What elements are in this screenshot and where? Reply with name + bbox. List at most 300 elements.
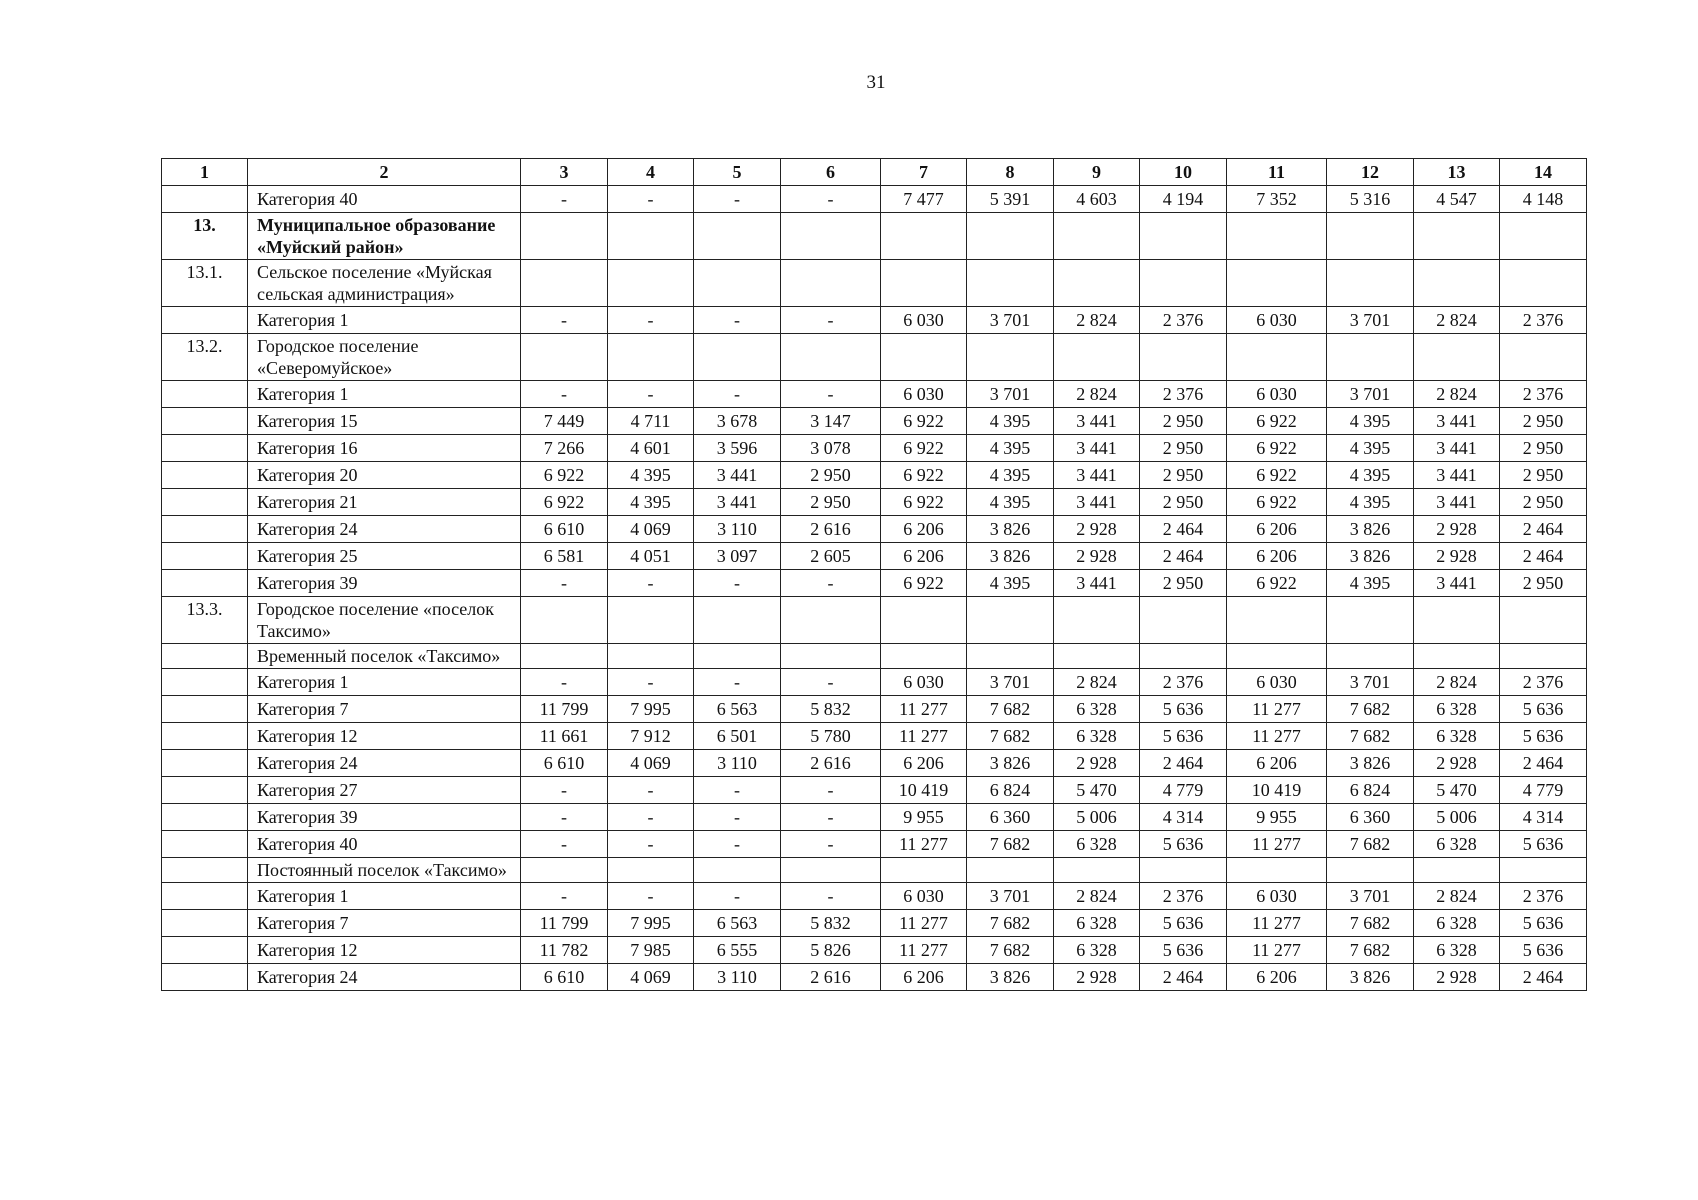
- category-name-cell: Категория 24: [248, 750, 521, 777]
- section-row: [162, 213, 1587, 260]
- value-cell: 6 922: [521, 489, 608, 516]
- value-cell: -: [781, 777, 881, 804]
- value-cell: 2 464: [1140, 516, 1227, 543]
- section-title-cell: Временный поселок «Таксимо»: [248, 644, 521, 669]
- value-cell: 6 206: [1227, 543, 1327, 570]
- value-cell: 2 928: [1414, 750, 1500, 777]
- value-cell: [1054, 858, 1140, 883]
- value-cell: 6 563: [694, 696, 781, 723]
- value-cell: 6 030: [881, 381, 967, 408]
- value-cell: 6 581: [521, 543, 608, 570]
- value-cell: 3 441: [1414, 435, 1500, 462]
- table-row: [162, 696, 1587, 723]
- value-cell: 6 922: [1227, 462, 1327, 489]
- value-cell: 2 464: [1500, 750, 1587, 777]
- value-cell: [1414, 597, 1500, 644]
- row-number-cell: [162, 408, 248, 435]
- value-cell: [967, 260, 1054, 307]
- value-cell: [967, 597, 1054, 644]
- value-cell: 5 006: [1414, 804, 1500, 831]
- value-cell: 6 610: [521, 750, 608, 777]
- value-cell: 6 922: [521, 462, 608, 489]
- value-cell: 4 711: [608, 408, 694, 435]
- value-cell: 3 441: [694, 462, 781, 489]
- category-name-cell: Категория 21: [248, 489, 521, 516]
- value-cell: 2 824: [1414, 883, 1500, 910]
- category-name-cell: Категория 12: [248, 723, 521, 750]
- value-cell: 2 950: [1500, 408, 1587, 435]
- value-cell: 2 950: [1500, 570, 1587, 597]
- value-cell: 3 701: [967, 381, 1054, 408]
- row-number-cell: [162, 777, 248, 804]
- header-cell: 10: [1140, 159, 1227, 186]
- value-cell: 4 395: [608, 489, 694, 516]
- row-number-cell: [162, 964, 248, 991]
- value-cell: 3 701: [1327, 307, 1414, 334]
- row-number-cell: 13.1.: [162, 260, 248, 307]
- table-row: [162, 831, 1587, 858]
- value-cell: -: [781, 307, 881, 334]
- page-number: 31: [866, 72, 886, 93]
- value-cell: [781, 644, 881, 669]
- value-cell: -: [608, 381, 694, 408]
- value-cell: -: [608, 883, 694, 910]
- row-number-cell: 13.2.: [162, 334, 248, 381]
- category-name-cell: Категория 25: [248, 543, 521, 570]
- value-cell: 6 610: [521, 516, 608, 543]
- value-cell: 6 206: [881, 750, 967, 777]
- value-cell: 6 328: [1414, 696, 1500, 723]
- value-cell: 4 395: [1327, 462, 1414, 489]
- value-cell: [1140, 260, 1227, 307]
- row-number-cell: [162, 462, 248, 489]
- value-cell: [1414, 260, 1500, 307]
- value-cell: 7 682: [967, 723, 1054, 750]
- value-cell: 4 395: [967, 435, 1054, 462]
- value-cell: 5 636: [1140, 937, 1227, 964]
- value-cell: [1227, 644, 1327, 669]
- header-cell: 4: [608, 159, 694, 186]
- value-cell: -: [521, 831, 608, 858]
- value-cell: [1140, 644, 1227, 669]
- value-cell: [1327, 213, 1414, 260]
- value-cell: [694, 260, 781, 307]
- value-cell: [694, 213, 781, 260]
- value-cell: 11 277: [881, 723, 967, 750]
- value-cell: 6 922: [881, 570, 967, 597]
- value-cell: 6 328: [1054, 910, 1140, 937]
- value-cell: 7 682: [967, 910, 1054, 937]
- value-cell: -: [781, 570, 881, 597]
- value-cell: 4 314: [1500, 804, 1587, 831]
- value-cell: 6 922: [1227, 489, 1327, 516]
- table-row: [162, 462, 1587, 489]
- value-cell: -: [521, 307, 608, 334]
- value-cell: 7 682: [967, 831, 1054, 858]
- value-cell: 2 376: [1140, 883, 1227, 910]
- category-name-cell: Категория 24: [248, 516, 521, 543]
- value-cell: 4 603: [1054, 186, 1140, 213]
- value-cell: -: [521, 883, 608, 910]
- value-cell: 5 636: [1500, 723, 1587, 750]
- value-cell: 2 824: [1414, 307, 1500, 334]
- value-cell: 3 678: [694, 408, 781, 435]
- value-cell: 7 682: [1327, 831, 1414, 858]
- value-cell: [967, 858, 1054, 883]
- header-cell: 12: [1327, 159, 1414, 186]
- value-cell: 4 395: [1327, 435, 1414, 462]
- table-body: [162, 159, 1587, 991]
- value-cell: 6 824: [967, 777, 1054, 804]
- section-row: [162, 597, 1587, 644]
- value-cell: 2 950: [1140, 570, 1227, 597]
- value-cell: 2 464: [1500, 543, 1587, 570]
- row-number-cell: [162, 831, 248, 858]
- row-number-cell: [162, 570, 248, 597]
- value-cell: [1327, 260, 1414, 307]
- category-name-cell: Категория 27: [248, 777, 521, 804]
- value-cell: 7 682: [967, 937, 1054, 964]
- value-cell: 4 601: [608, 435, 694, 462]
- value-cell: -: [608, 669, 694, 696]
- value-cell: 7 682: [967, 696, 1054, 723]
- value-cell: 4 051: [608, 543, 694, 570]
- table-row: [162, 381, 1587, 408]
- value-cell: 6 030: [881, 883, 967, 910]
- value-cell: 6 206: [1227, 964, 1327, 991]
- value-cell: 6 555: [694, 937, 781, 964]
- value-cell: [781, 213, 881, 260]
- value-cell: [1054, 597, 1140, 644]
- table-row: [162, 307, 1587, 334]
- value-cell: 11 782: [521, 937, 608, 964]
- value-cell: [1140, 213, 1227, 260]
- value-cell: -: [521, 804, 608, 831]
- value-cell: 2 950: [1140, 435, 1227, 462]
- value-cell: 2 950: [1500, 462, 1587, 489]
- value-cell: [694, 644, 781, 669]
- value-cell: [521, 597, 608, 644]
- value-cell: -: [694, 804, 781, 831]
- value-cell: [1054, 644, 1140, 669]
- value-cell: 2 376: [1140, 307, 1227, 334]
- value-cell: 6 922: [881, 489, 967, 516]
- value-cell: 3 826: [1327, 543, 1414, 570]
- value-cell: 3 078: [781, 435, 881, 462]
- value-cell: 2 928: [1414, 543, 1500, 570]
- value-cell: 7 912: [608, 723, 694, 750]
- value-cell: 5 636: [1140, 831, 1227, 858]
- value-cell: -: [694, 883, 781, 910]
- section-title-cell: Городское поселение «Северомуйское»: [248, 334, 521, 381]
- value-cell: 3 701: [1327, 381, 1414, 408]
- value-cell: [521, 213, 608, 260]
- row-number-cell: [162, 750, 248, 777]
- row-number-cell: [162, 489, 248, 516]
- value-cell: -: [521, 669, 608, 696]
- value-cell: [1227, 334, 1327, 381]
- value-cell: -: [608, 186, 694, 213]
- value-cell: 4 395: [1327, 489, 1414, 516]
- value-cell: [781, 334, 881, 381]
- value-cell: 2 824: [1054, 883, 1140, 910]
- value-cell: 3 826: [967, 750, 1054, 777]
- value-cell: 3 596: [694, 435, 781, 462]
- value-cell: 6 922: [1227, 570, 1327, 597]
- value-cell: 4 395: [967, 462, 1054, 489]
- value-cell: 2 616: [781, 516, 881, 543]
- value-cell: [1054, 260, 1140, 307]
- value-cell: 6 824: [1327, 777, 1414, 804]
- value-cell: 3 110: [694, 964, 781, 991]
- value-cell: [881, 213, 967, 260]
- row-number-cell: [162, 858, 248, 883]
- value-cell: 11 277: [881, 937, 967, 964]
- value-cell: 7 266: [521, 435, 608, 462]
- value-cell: [608, 334, 694, 381]
- value-cell: 2 950: [781, 489, 881, 516]
- row-number-cell: [162, 883, 248, 910]
- value-cell: [1140, 858, 1227, 883]
- value-cell: 5 636: [1500, 937, 1587, 964]
- value-cell: 7 682: [1327, 910, 1414, 937]
- value-cell: 6 922: [881, 435, 967, 462]
- value-cell: 2 928: [1414, 516, 1500, 543]
- value-cell: 5 832: [781, 910, 881, 937]
- value-cell: 4 395: [967, 489, 1054, 516]
- value-cell: [881, 597, 967, 644]
- value-cell: 6 328: [1414, 910, 1500, 937]
- value-cell: -: [608, 831, 694, 858]
- value-cell: -: [781, 186, 881, 213]
- value-cell: 2 464: [1500, 964, 1587, 991]
- value-cell: 6 328: [1054, 723, 1140, 750]
- value-cell: 7 682: [1327, 696, 1414, 723]
- value-cell: [1227, 260, 1327, 307]
- value-cell: 4 395: [1327, 570, 1414, 597]
- value-cell: 6 328: [1414, 831, 1500, 858]
- value-cell: [608, 213, 694, 260]
- value-cell: [781, 858, 881, 883]
- category-name-cell: Категория 40: [248, 186, 521, 213]
- value-cell: 6 360: [967, 804, 1054, 831]
- value-cell: 5 470: [1414, 777, 1500, 804]
- value-cell: 9 955: [1227, 804, 1327, 831]
- value-cell: 11 799: [521, 910, 608, 937]
- value-cell: [967, 213, 1054, 260]
- category-name-cell: Категория 1: [248, 669, 521, 696]
- value-cell: 5 832: [781, 696, 881, 723]
- row-number-cell: [162, 804, 248, 831]
- row-number-cell: 13.3.: [162, 597, 248, 644]
- row-number-cell: [162, 307, 248, 334]
- row-number-cell: [162, 516, 248, 543]
- value-cell: 6 563: [694, 910, 781, 937]
- value-cell: 2 616: [781, 750, 881, 777]
- value-cell: 7 985: [608, 937, 694, 964]
- value-cell: 4 395: [967, 408, 1054, 435]
- value-cell: -: [608, 307, 694, 334]
- value-cell: 4 779: [1500, 777, 1587, 804]
- value-cell: 2 928: [1054, 543, 1140, 570]
- value-cell: [521, 260, 608, 307]
- value-cell: -: [521, 777, 608, 804]
- header-row: [162, 159, 1587, 186]
- value-cell: 2 824: [1054, 381, 1140, 408]
- value-cell: -: [521, 186, 608, 213]
- table-row: [162, 186, 1587, 213]
- value-cell: [1414, 334, 1500, 381]
- table-row: [162, 516, 1587, 543]
- value-cell: 2 950: [1140, 489, 1227, 516]
- table-row: [162, 669, 1587, 696]
- value-cell: [521, 858, 608, 883]
- value-cell: -: [608, 570, 694, 597]
- value-cell: [694, 334, 781, 381]
- header-cell: 13: [1414, 159, 1500, 186]
- value-cell: 6 030: [1227, 669, 1327, 696]
- value-cell: 2 950: [1140, 408, 1227, 435]
- value-cell: 2 605: [781, 543, 881, 570]
- table-row: [162, 489, 1587, 516]
- value-cell: 3 701: [967, 669, 1054, 696]
- value-cell: -: [781, 381, 881, 408]
- header-cell: 14: [1500, 159, 1587, 186]
- value-cell: -: [694, 570, 781, 597]
- value-cell: 11 277: [881, 910, 967, 937]
- value-cell: 3 441: [694, 489, 781, 516]
- row-number-cell: [162, 186, 248, 213]
- value-cell: 7 477: [881, 186, 967, 213]
- value-cell: [1414, 644, 1500, 669]
- value-cell: 3 826: [967, 516, 1054, 543]
- value-cell: 3 441: [1414, 462, 1500, 489]
- value-cell: 4 395: [967, 570, 1054, 597]
- header-cell: 11: [1227, 159, 1327, 186]
- value-cell: 6 328: [1414, 937, 1500, 964]
- row-number-cell: [162, 644, 248, 669]
- section-title-cell: Муниципальное образование «Муйский район»: [248, 213, 521, 260]
- value-cell: [1227, 213, 1327, 260]
- value-cell: 3 441: [1054, 489, 1140, 516]
- value-cell: 10 419: [1227, 777, 1327, 804]
- value-cell: 6 206: [881, 516, 967, 543]
- value-cell: 3 701: [1327, 669, 1414, 696]
- header-cell: 6: [781, 159, 881, 186]
- value-cell: 6 922: [1227, 408, 1327, 435]
- value-cell: 6 922: [1227, 435, 1327, 462]
- value-cell: 2 950: [1500, 435, 1587, 462]
- value-cell: 4 314: [1140, 804, 1227, 831]
- value-cell: 3 441: [1054, 408, 1140, 435]
- value-cell: [1227, 597, 1327, 644]
- section-row: [162, 334, 1587, 381]
- category-name-cell: Категория 20: [248, 462, 521, 489]
- value-cell: [608, 260, 694, 307]
- section-title-cell: Городское поселение «поселок Таксимо»: [248, 597, 521, 644]
- value-cell: 3 441: [1054, 435, 1140, 462]
- value-cell: [608, 597, 694, 644]
- value-cell: -: [694, 307, 781, 334]
- value-cell: 2 950: [1500, 489, 1587, 516]
- value-cell: [1327, 858, 1414, 883]
- row-number-cell: [162, 543, 248, 570]
- value-cell: 2 824: [1414, 669, 1500, 696]
- value-cell: [781, 260, 881, 307]
- value-cell: 2 950: [781, 462, 881, 489]
- value-cell: 5 636: [1140, 696, 1227, 723]
- value-cell: 3 826: [967, 964, 1054, 991]
- section-title-cell: Сельское поселение «Муйская сельская администрация»: [248, 260, 521, 307]
- value-cell: [967, 334, 1054, 381]
- value-cell: [881, 260, 967, 307]
- value-cell: -: [521, 381, 608, 408]
- header-cell: 7: [881, 159, 967, 186]
- value-cell: 7 682: [1327, 723, 1414, 750]
- table-row: [162, 570, 1587, 597]
- table-row: [162, 435, 1587, 462]
- row-number-cell: [162, 937, 248, 964]
- value-cell: 6 206: [881, 964, 967, 991]
- value-cell: -: [694, 831, 781, 858]
- value-cell: 3 441: [1414, 570, 1500, 597]
- row-number-cell: [162, 696, 248, 723]
- table-row: [162, 804, 1587, 831]
- value-cell: -: [694, 777, 781, 804]
- value-cell: 4 069: [608, 964, 694, 991]
- value-cell: 6 360: [1327, 804, 1414, 831]
- value-cell: [1327, 334, 1414, 381]
- value-cell: 4 194: [1140, 186, 1227, 213]
- section-row: [162, 858, 1587, 883]
- value-cell: -: [694, 186, 781, 213]
- table-row: [162, 777, 1587, 804]
- value-cell: 6 030: [881, 669, 967, 696]
- value-cell: [881, 644, 967, 669]
- value-cell: 5 316: [1327, 186, 1414, 213]
- value-cell: 5 636: [1140, 910, 1227, 937]
- value-cell: -: [608, 804, 694, 831]
- value-cell: [781, 597, 881, 644]
- value-cell: 11 277: [881, 696, 967, 723]
- value-cell: 2 376: [1500, 381, 1587, 408]
- table-row: [162, 910, 1587, 937]
- value-cell: 7 682: [1327, 937, 1414, 964]
- header-cell: 1: [162, 159, 248, 186]
- value-cell: 6 922: [881, 408, 967, 435]
- header-cell: 2: [248, 159, 521, 186]
- value-cell: [1140, 597, 1227, 644]
- value-cell: 5 780: [781, 723, 881, 750]
- value-cell: 2 950: [1140, 462, 1227, 489]
- value-cell: 3 441: [1054, 462, 1140, 489]
- value-cell: 2 928: [1414, 964, 1500, 991]
- value-cell: 2 928: [1054, 964, 1140, 991]
- value-cell: [521, 334, 608, 381]
- table-row: [162, 883, 1587, 910]
- value-cell: 3 110: [694, 750, 781, 777]
- value-cell: 7 449: [521, 408, 608, 435]
- value-cell: 2 824: [1054, 307, 1140, 334]
- value-cell: 6 206: [881, 543, 967, 570]
- value-cell: -: [781, 831, 881, 858]
- value-cell: [881, 858, 967, 883]
- value-cell: 3 097: [694, 543, 781, 570]
- value-cell: [1227, 858, 1327, 883]
- value-cell: [694, 597, 781, 644]
- value-cell: 6 030: [1227, 883, 1327, 910]
- table-row: [162, 937, 1587, 964]
